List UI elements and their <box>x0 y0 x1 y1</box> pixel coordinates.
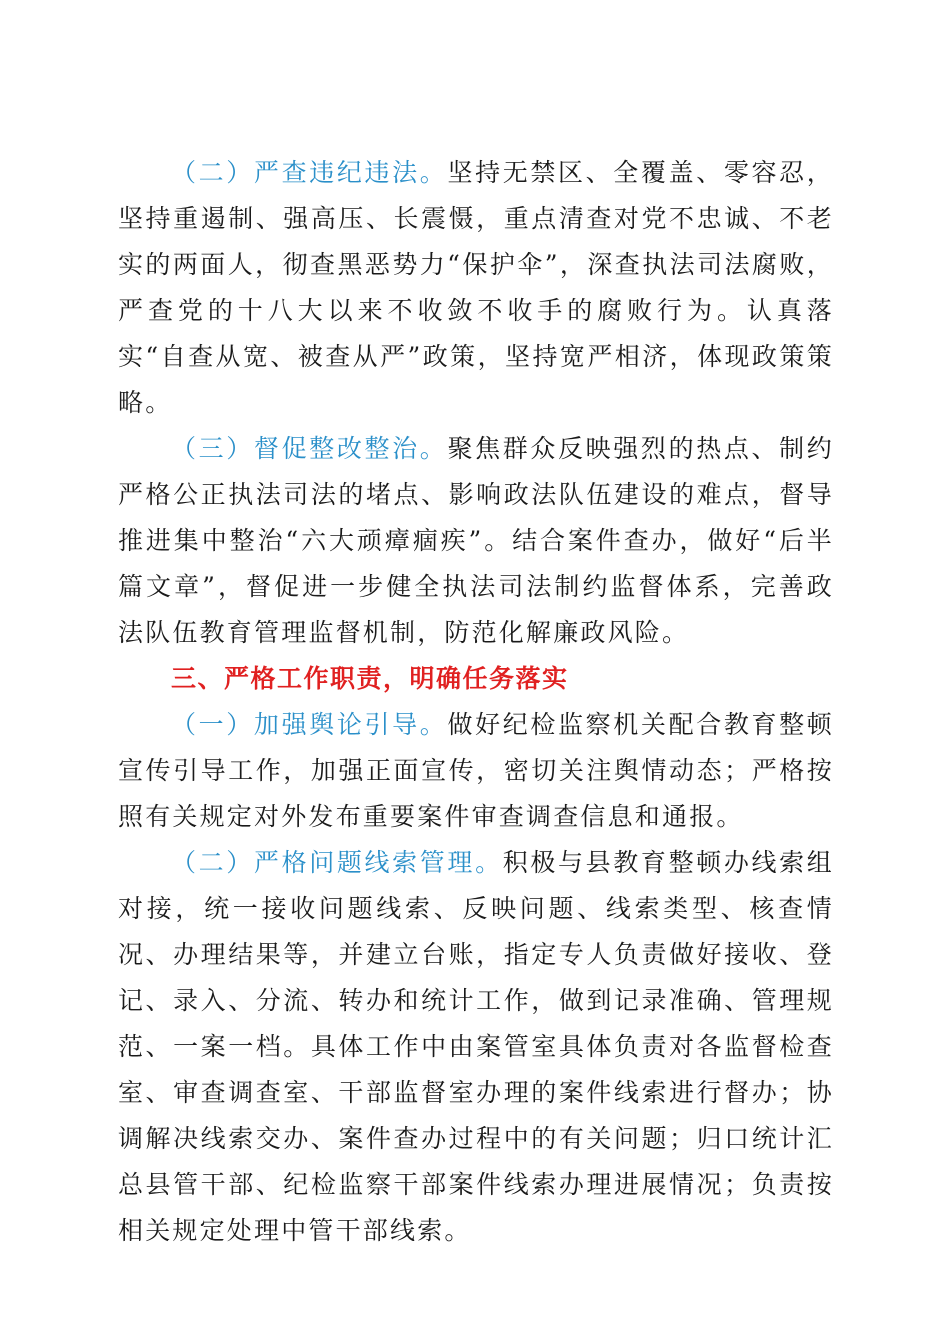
section-heading: 三、严格工作职责，明确任务落实 <box>171 664 569 693</box>
paragraph-lead: （三）督促整改整治。 <box>171 434 448 463</box>
paragraph-body: 做好纪检监察机关配合教育整顿宣传引导工作，加强正面宣传，密切关注舆情动态；严格按照有关规定对外发布重要案件审查调查信息和通报。 <box>118 710 834 831</box>
paragraph-lead: （一）加强舆论引导。 <box>171 710 448 739</box>
paragraph-lead: （二）严查违纪违法。 <box>171 158 448 187</box>
paragraph-body: 聚焦群众反映强烈的热点、制约严格公正执法司法的堵点、影响政法队伍建设的难点，督导推进集中整治“六大顽瘴痼疾”。结合案件查办，做好“后半篇文章”，督促进一步健全执法司法制约监督体系，完善政法队伍教育管理监督机制，防范化解廉政风险。 <box>118 434 834 647</box>
paragraph-rectification <box>118 426 834 656</box>
paragraph-body: 坚持无禁区、全覆盖、零容忍，坚持重遏制、强高压、长震慑，重点清查对党不忠诚、不老实的两面人，彻查黑恶势力“保护伞”，深查执法司法腐败，严查党的十八大以来不收敛不收手的腐败行为。认真落实“自查从宽、被查从严”政策，坚持宽严相济，体现政策策略。 <box>118 158 834 417</box>
paragraph-public-opinion <box>118 702 834 840</box>
paragraph-body: 积极与县教育整顿办线索组对接，统一接收问题线索、反映问题、线索类型、核查情况、办理结果等，并建立台账，指定专人负责做好接收、登记、录入、分流、转办和统计工作，做到记录准确、管理规范、一案一档。具体工作中由案管室具体负责对各监督检查室、审查调查室、干部监督室办理的案件线索进行督办；协调解决线索交办、案件查办过程中的有关问题；归口统计汇总县管干部、纪检监察干部案件线索办理进展情况；负责按相关规定处理中管干部线索。 <box>118 848 834 1245</box>
paragraph-lead: （二）严格问题线索管理。 <box>171 848 503 877</box>
paragraph-clue-management <box>118 840 834 1254</box>
document-page <box>118 150 834 1254</box>
paragraph-strict-investigation <box>118 150 834 426</box>
